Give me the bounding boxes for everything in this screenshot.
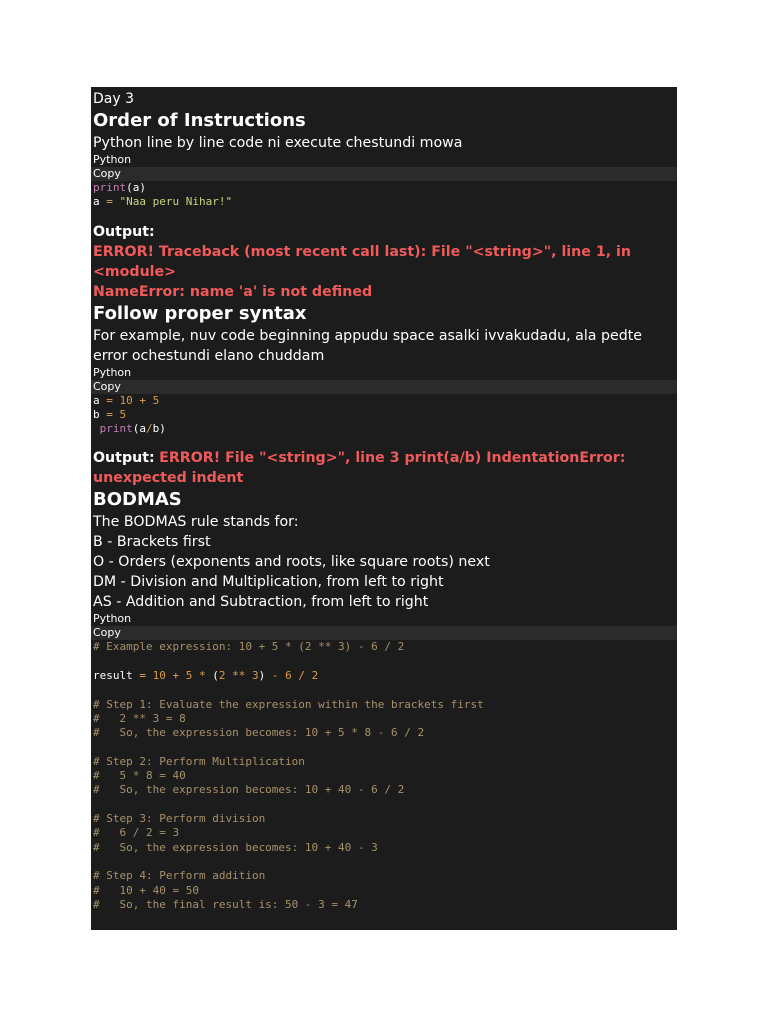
code-token: 2 [218, 669, 226, 683]
code-comment: # Step 2: Perform Multiplication [93, 754, 305, 768]
code-token: = [99, 393, 120, 407]
copy-button[interactable]: Copy [91, 167, 677, 181]
copy-button[interactable]: Copy [91, 626, 677, 640]
heading-bodmas: BODMAS [93, 489, 182, 511]
code-comment: # Step 4: Perform addition [93, 869, 266, 883]
bodmas-line: AS - Addition and Subtraction, from left to right [93, 594, 429, 611]
bodmas-line: O - Orders (exponents and roots, like square roots) next [93, 554, 490, 571]
bodmas-line: B - Brackets first [93, 534, 211, 551]
code-token: 5 [119, 407, 127, 421]
code-token [93, 422, 100, 435]
code-token: (a [132, 422, 146, 436]
code-comment: # So, the expression becomes: 10 + 5 * 8 - 6 / 2 [93, 726, 425, 740]
bodmas-line: The BODMAS rule stands for: [93, 514, 299, 531]
code-block-syntax [93, 394, 675, 437]
code-language-label: Python [93, 365, 132, 379]
code-token: print [93, 181, 127, 194]
syntax-output [93, 448, 675, 488]
order-intro: Python line by line code ni execute chestundi mowa [93, 135, 463, 151]
syntax-intro: For example, nuv code beginning appudu space asalki ivvakudadu, ala pedte error ochestundi elano chuddam [93, 327, 643, 364]
code-token: b) [152, 422, 166, 436]
code-token: / [146, 422, 153, 436]
code-token: - [265, 669, 286, 683]
code-comment: # 2 ** 3 = 8 [93, 711, 186, 725]
heading-follow-proper-syntax: Follow proper syntax [93, 302, 307, 324]
code-token: = [99, 195, 120, 209]
code-token: b [93, 407, 100, 421]
code-block-bodmas [93, 640, 675, 912]
error-message-line1: ERROR! Traceback (most recent call last): File "<string>", line 1, in <module> [93, 243, 631, 280]
code-token: = [99, 407, 120, 421]
code-token: 6 [285, 669, 292, 683]
code-token: a [93, 393, 100, 407]
code-comment: # So, the expression becomes: 10 + 40 - 3 [93, 840, 378, 854]
code-token: = [132, 669, 153, 683]
code-comment: # So, the expression becomes: 10 + 40 - 6 / 2 [93, 783, 405, 797]
code-comment: # Step 1: Evaluate the expression within the brackets first [93, 697, 484, 711]
document-content [91, 87, 677, 912]
code-token: a [93, 195, 100, 209]
output-label: Output: [93, 223, 155, 240]
code-token: "Naa peru Nihar!" [119, 195, 233, 209]
code-language-label: Python [93, 612, 132, 626]
code-token: (a) [126, 181, 146, 194]
code-token: ) [258, 669, 266, 683]
code-token: ** [225, 669, 252, 683]
code-comment: # Step 3: Perform division [93, 812, 266, 826]
copy-button[interactable]: Copy [91, 380, 677, 394]
code-token: 2 [311, 669, 319, 683]
code-token: ( [212, 669, 219, 683]
error-message: ERROR! File "<string>", line 3 print(a/b) IndentationError: unexpected indent [93, 450, 626, 487]
code-comment: # 6 / 2 = 3 [93, 826, 180, 840]
code-comment: # Example expression: 10 + 5 * (2 ** 3) - 6 / 2 [93, 640, 405, 654]
error-message-line2: NameError: name 'a' is not defined [93, 283, 373, 300]
day-label: Day 3 [93, 91, 135, 107]
code-token: 3 [252, 669, 259, 683]
code-token: + [132, 393, 153, 407]
code-token: + [165, 669, 186, 683]
heading-order-of-instructions: Order of Instructions [93, 110, 306, 131]
code-comment: # 5 * 8 = 40 [93, 769, 186, 783]
code-token: result [93, 669, 133, 683]
code-comment: # 10 + 40 = 50 [93, 883, 199, 897]
code-language-label: Python [93, 153, 132, 166]
bodmas-line: DM - Division and Multiplication, from left to right [93, 574, 444, 591]
code-token: 5 [185, 669, 193, 683]
code-token: print [99, 422, 133, 436]
code-token: 5 [152, 393, 160, 407]
code-token: * [192, 669, 213, 683]
document-panel [91, 87, 677, 930]
code-token: 10 [152, 669, 166, 683]
code-token: / [291, 669, 312, 683]
code-token: 10 [119, 393, 133, 407]
code-comment: # So, the final result is: 50 - 3 = 47 [93, 897, 358, 911]
code-block-order [93, 181, 675, 210]
output-label: Output: [93, 450, 155, 467]
